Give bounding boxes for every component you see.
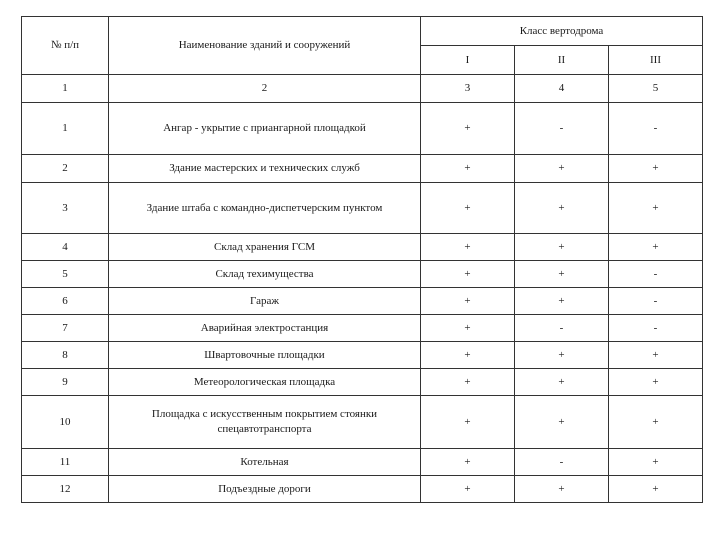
building-name: Аварийная электростанция: [109, 315, 421, 342]
row-number: 6: [22, 288, 109, 315]
class-iii-mark: -: [609, 103, 703, 155]
table-row: [22, 103, 703, 155]
class-i-mark: +: [421, 234, 515, 261]
index-cell: 5: [609, 75, 703, 103]
class-iii-mark: +: [609, 449, 703, 476]
row-number: 3: [22, 183, 109, 234]
row-number: 1: [22, 103, 109, 155]
building-name: Площадка с искусственным покрытием стоянки спецавтотранспорта: [109, 396, 421, 449]
row-number: 7: [22, 315, 109, 342]
row-number: 10: [22, 396, 109, 449]
index-cell: 3: [421, 75, 515, 103]
header-class-iii: III: [609, 46, 703, 75]
class-i-mark: +: [421, 183, 515, 234]
class-i-mark: +: [421, 449, 515, 476]
class-ii-mark: +: [515, 183, 609, 234]
row-number: 11: [22, 449, 109, 476]
building-name: Здание штаба с командно-диспетчерским пунктом: [109, 183, 421, 234]
header-class-ii: II: [515, 46, 609, 75]
building-name: Склад техимущества: [109, 261, 421, 288]
row-number: 8: [22, 342, 109, 369]
building-name: Подъездные дороги: [109, 476, 421, 503]
building-name: Склад хранения ГСМ: [109, 234, 421, 261]
header-num: № п/п: [22, 17, 109, 75]
table-row: [22, 234, 703, 261]
header-class-i: I: [421, 46, 515, 75]
class-i-mark: +: [421, 261, 515, 288]
class-iii-mark: -: [609, 315, 703, 342]
class-ii-mark: +: [515, 234, 609, 261]
class-iii-mark: +: [609, 155, 703, 183]
class-ii-mark: +: [515, 155, 609, 183]
class-i-mark: +: [421, 342, 515, 369]
table-row: [22, 155, 703, 183]
class-iii-mark: -: [609, 261, 703, 288]
row-number: 9: [22, 369, 109, 396]
index-cell: 2: [109, 75, 421, 103]
class-i-mark: +: [421, 369, 515, 396]
row-number: 2: [22, 155, 109, 183]
table-row: [22, 315, 703, 342]
table-row: [22, 288, 703, 315]
class-ii-mark: +: [515, 288, 609, 315]
class-iii-mark: +: [609, 476, 703, 503]
class-ii-mark: -: [515, 315, 609, 342]
building-name: Котельная: [109, 449, 421, 476]
building-name: Метеорологическая площадка: [109, 369, 421, 396]
class-ii-mark: +: [515, 476, 609, 503]
table-row: [22, 449, 703, 476]
table-row: [22, 183, 703, 234]
class-i-mark: +: [421, 155, 515, 183]
class-ii-mark: +: [515, 261, 609, 288]
building-name: Здание мастерских и технических служб: [109, 155, 421, 183]
building-name: Гараж: [109, 288, 421, 315]
class-iii-mark: -: [609, 288, 703, 315]
row-number: 4: [22, 234, 109, 261]
buildings-table: [21, 16, 703, 503]
class-i-mark: +: [421, 396, 515, 449]
class-ii-mark: +: [515, 369, 609, 396]
class-iii-mark: +: [609, 234, 703, 261]
class-i-mark: +: [421, 103, 515, 155]
row-number: 12: [22, 476, 109, 503]
index-cell: 1: [22, 75, 109, 103]
header-class-group: Класс вертодрома: [421, 17, 703, 46]
index-row: [22, 75, 703, 103]
class-ii-mark: -: [515, 103, 609, 155]
index-cell: 4: [515, 75, 609, 103]
table-row: [22, 342, 703, 369]
class-iii-mark: +: [609, 396, 703, 449]
table-row: [22, 476, 703, 503]
class-ii-mark: +: [515, 396, 609, 449]
table-row: [22, 261, 703, 288]
class-iii-mark: +: [609, 342, 703, 369]
header-name: Наименование зданий и сооружений: [109, 17, 421, 75]
class-iii-mark: +: [609, 369, 703, 396]
class-i-mark: +: [421, 288, 515, 315]
class-i-mark: +: [421, 315, 515, 342]
class-i-mark: +: [421, 476, 515, 503]
class-ii-mark: +: [515, 342, 609, 369]
table-row: [22, 369, 703, 396]
class-ii-mark: -: [515, 449, 609, 476]
building-name: Швартовочные площадки: [109, 342, 421, 369]
table-row: [22, 396, 703, 449]
building-name: Ангар - укрытие с приангарной площадкой: [109, 103, 421, 155]
row-number: 5: [22, 261, 109, 288]
class-iii-mark: +: [609, 183, 703, 234]
